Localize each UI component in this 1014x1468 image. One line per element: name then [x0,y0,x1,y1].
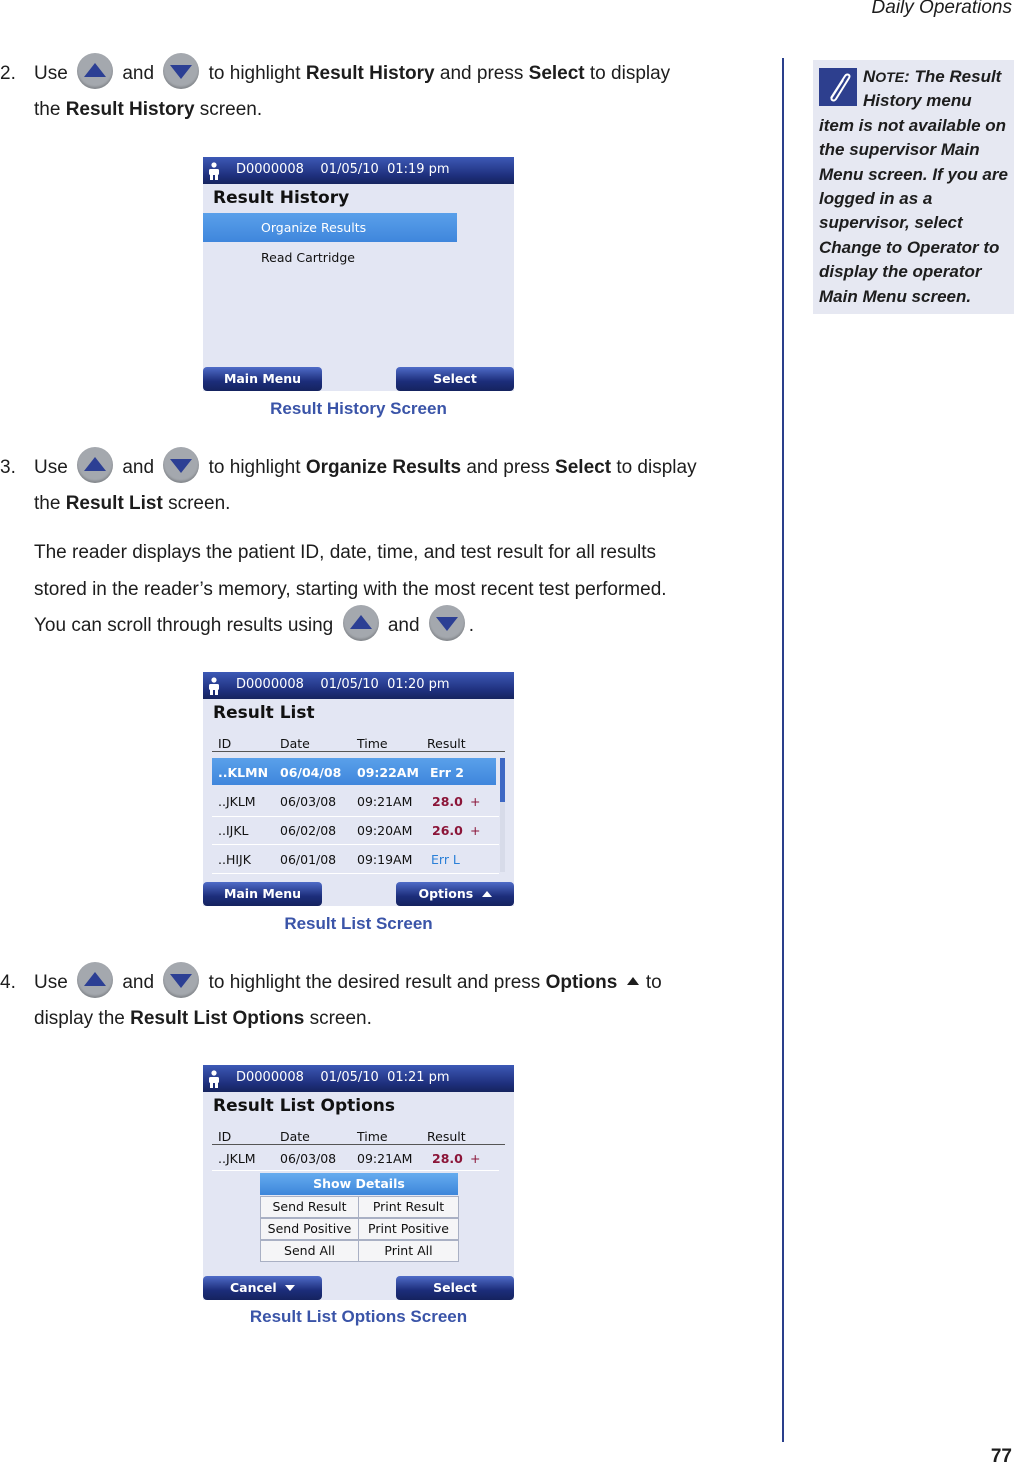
text: screen. [168,493,231,514]
text: and [122,972,155,993]
cell-result: 28.0 [432,794,463,809]
main-menu-button[interactable]: Main Menu [203,367,322,391]
text: to highlight [208,63,301,84]
menu-item-send-all[interactable]: Send All [260,1240,359,1262]
step-4 [0,965,760,1045]
button-label: Cancel [229,1280,277,1295]
row-divider [212,844,499,845]
cell-time: 09:22AM [357,765,419,780]
menu-item-send-positive[interactable]: Send Positive [260,1218,359,1240]
down-arrow-button-icon [163,53,199,89]
result-list-screen [203,672,514,906]
main-menu-button[interactable]: Main Menu [203,882,322,906]
column-header-id: ID [218,736,232,751]
cell-result: Err 2 [430,765,464,780]
up-arrow-button-icon [343,605,379,641]
cell-id: ..IJKL [218,823,249,838]
status-bar [203,157,514,184]
column-header-result: Result [427,1129,466,1144]
options-button[interactable] [396,882,514,906]
screen-term: Result List Options [130,1008,305,1029]
cell-time: 09:19AM [357,852,413,867]
text: display the [34,1008,125,1029]
down-arrow-button-icon [163,962,199,998]
running-header: Daily Operations [871,0,1012,18]
button-label: Options [418,886,474,901]
header-divider [212,1144,505,1145]
column-header-time: Time [357,736,388,751]
scrollbar-thumb[interactable] [500,758,505,802]
status-text: D0000008 01/05/10 01:20 pm [236,677,450,692]
cell-date: 06/03/08 [280,794,337,809]
text: The reader displays the patient ID, date, time, and test result for all results [34,542,657,563]
text: stored in the reader’s memory, starting with the most recent test performed. [34,578,667,600]
screen-title: Result List Options [213,1096,396,1116]
screen-term: Result History [65,99,195,120]
figure-caption: Result List Options Screen [249,1307,468,1326]
step-number: 4. [0,972,16,993]
text: and press [439,63,524,84]
row-divider [212,816,499,817]
step-number: 3. [0,457,16,478]
row-divider [212,1170,499,1171]
text: screen. [309,1008,372,1029]
triangle-up-icon [627,976,639,985]
text: and press [466,457,550,478]
screen-title: Result History [213,188,350,208]
menu-item-print-result[interactable]: Print Result [358,1196,459,1218]
cell-result: Err L [431,852,460,867]
cell-date: 06/03/08 [280,1151,337,1166]
target-term: Result History [305,63,435,84]
step-3 [0,450,760,530]
text: to display [616,457,697,478]
user-icon [207,677,221,695]
menu-item-print-all[interactable]: Print All [358,1240,459,1262]
cell-id: ..JKLM [218,794,256,809]
key-term: Select [555,457,612,478]
positive-flag: + [470,823,481,838]
text: Use [34,63,68,84]
result-history-screen [203,157,514,391]
text: Use [34,972,68,993]
margin-divider [782,58,784,1442]
down-arrow-button-icon [429,605,465,641]
result-list-options-screen [203,1065,514,1300]
cell-id: ..HIJK [218,852,251,867]
text: to highlight [208,457,301,478]
up-arrow-button-icon [77,447,113,483]
menu-item-print-positive[interactable]: Print Positive [358,1218,459,1240]
key-term: Options [545,972,618,993]
header-divider [212,751,505,752]
cell-time: 09:21AM [357,794,413,809]
status-bar [203,672,514,699]
text: and [387,615,420,636]
cell-date: 06/04/08 [280,765,342,780]
menu-item-send-result[interactable]: Send Result [260,1196,359,1218]
cell-date: 06/01/08 [280,852,337,867]
screen-term: Result List [65,493,163,514]
down-arrow-button-icon [163,447,199,483]
menu-item-read-cartridge[interactable]: Read Cartridge [261,250,355,265]
text: . [468,615,475,636]
cell-date: 06/02/08 [280,823,337,838]
menu-item-show-details[interactable]: Show Details [260,1173,458,1195]
column-header-date: Date [280,736,310,751]
description-paragraph [34,535,667,645]
page-number: 77 [990,1446,1012,1467]
text: to highlight the desired result and press [208,972,541,993]
cell-result: 28.0 [432,1151,463,1166]
text: screen. [199,99,263,120]
text: to display [589,63,671,84]
note-text: NOTE: The Result History menu item is not available on the supervisor Main Menu screen. If you are logged in as a supervisor, select Change to Operator to display the operator Main Menu screen. [819,67,1008,306]
cancel-button[interactable] [203,1276,322,1300]
row-divider [212,873,499,874]
step-2 [0,56,760,136]
column-header-date: Date [280,1129,310,1144]
user-icon [207,1070,221,1088]
up-arrow-button-icon [77,962,113,998]
up-arrow-button-icon [77,53,113,89]
cell-id: ..JKLM [218,1151,256,1166]
text: the [34,99,61,120]
step-number: 2. [0,63,16,84]
cell-time: 09:20AM [357,823,413,838]
cell-result: 26.0 [432,823,463,838]
text: Use [34,457,68,478]
menu-item-organize-results[interactable]: Organize Results [261,220,367,235]
key-term: Select [528,63,585,84]
triangle-up-icon [482,890,492,898]
column-header-time: Time [357,1129,388,1144]
figure-caption: Result History Screen [270,399,447,418]
positive-flag: + [470,794,481,809]
triangle-down-icon [285,1284,295,1292]
paperclip-icon [819,68,857,106]
cell-id: ..KLMN [218,765,269,780]
text: You can scroll through results using [34,615,334,636]
status-text: D0000008 01/05/10 01:21 pm [236,1070,450,1085]
note-box [813,60,1014,314]
status-bar [203,1065,514,1092]
select-button[interactable]: Select [396,367,514,391]
text: and [122,457,155,478]
text: and [122,63,155,84]
cell-time: 09:21AM [357,1151,413,1166]
target-term: Organize Results [305,457,462,478]
text: the [34,493,61,514]
positive-flag: + [470,1151,481,1166]
status-text: D0000008 01/05/10 01:19 pm [236,162,450,177]
screen-title: Result List [213,703,315,723]
text: to [645,972,662,993]
figure-caption: Result List Screen [284,914,433,933]
user-icon [207,162,221,180]
column-header-result: Result [427,736,466,751]
select-button[interactable]: Select [396,1276,514,1300]
column-header-id: ID [218,1129,232,1144]
